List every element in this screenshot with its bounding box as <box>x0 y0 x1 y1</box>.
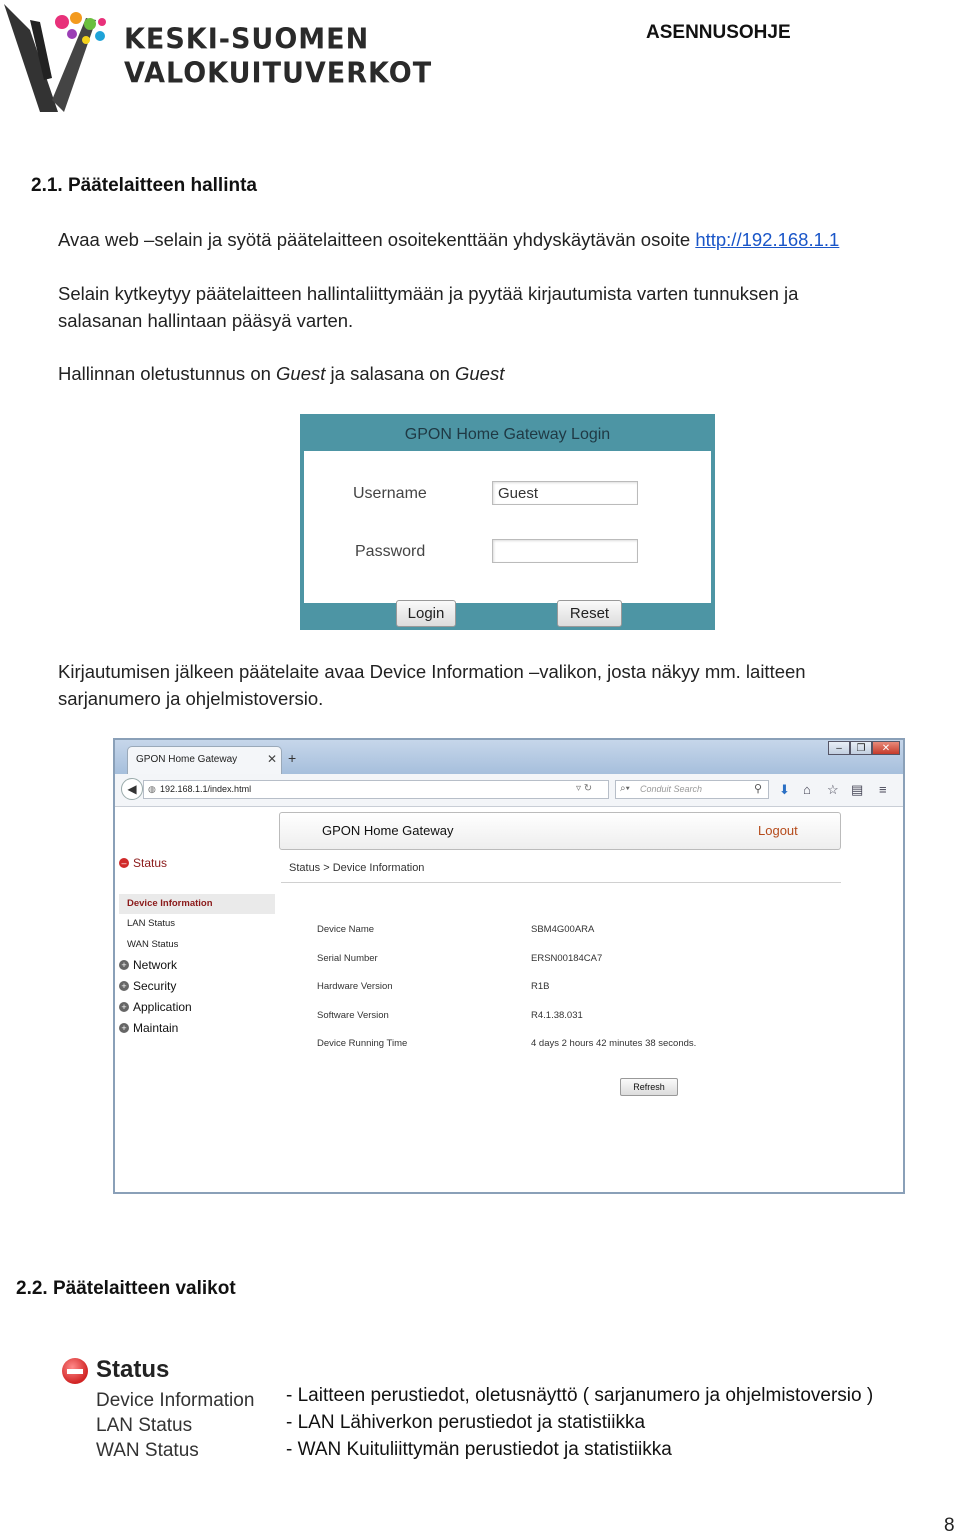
after-login-paragraph <box>58 658 938 712</box>
breadcrumb: Status > Device Information <box>289 862 425 874</box>
reload-icon[interactable]: ▿ ↻ <box>576 783 593 794</box>
router-sidebar <box>117 848 275 1035</box>
credentials-text: Hallinnan oletustunnus on <box>58 363 277 384</box>
menu-item-device-information: Device Information <box>96 1390 255 1411</box>
page-number: 8 <box>944 1515 955 1536</box>
credentials-text: ja salasana on <box>325 363 455 384</box>
info-value: SBM4G00ARA <box>531 924 595 935</box>
search-icon[interactable]: ⚲ <box>754 783 763 795</box>
tab-close-icon[interactable]: ✕ <box>267 752 278 766</box>
default-password: Guest <box>455 363 505 384</box>
search-placeholder: Conduit Search <box>640 784 703 794</box>
login-screenshot <box>300 414 715 630</box>
default-username: Guest <box>276 363 326 384</box>
browser-tab[interactable] <box>127 746 282 774</box>
menu-item-wan-status: WAN Status <box>96 1440 199 1461</box>
url-text: 192.168.1.1/index.html <box>160 784 252 794</box>
back-icon[interactable]: ◀ <box>121 778 143 800</box>
router-header <box>279 812 841 850</box>
menu-device-information[interactable]: Device Information <box>127 898 213 909</box>
menu-security[interactable]: Security <box>133 979 177 993</box>
info-value: R1B <box>531 981 550 992</box>
router-title: GPON Home Gateway <box>322 823 454 838</box>
browser-titlebar <box>115 740 903 774</box>
expand-icon[interactable]: + <box>119 960 129 970</box>
info-value: ERSN00184CA7 <box>531 953 603 964</box>
document-type: ASENNUSOHJE <box>646 22 791 43</box>
status-menu-title: Status <box>96 1356 170 1383</box>
menu-status[interactable]: Status <box>133 856 168 870</box>
download-icon[interactable]: ⬇ <box>779 782 790 797</box>
refresh-button[interactable]: Refresh <box>620 1078 678 1096</box>
username-label: Username <box>353 485 427 502</box>
menu-description: - Laitteen perustiedot, oletusnäyttö ( sarjanumero ja ohjelmistoversio ) <box>286 1385 874 1406</box>
info-label: Serial Number <box>317 953 378 964</box>
menu-application[interactable]: Application <box>133 1000 192 1014</box>
paragraph-line: sarjanumero ja ohjelmistoversio. <box>58 688 324 709</box>
menu-network[interactable]: Network <box>133 958 178 972</box>
menu-item-lan-status: LAN Status <box>96 1415 193 1436</box>
info-label: Device Name <box>317 924 375 935</box>
globe-icon: ◍ <box>148 784 156 794</box>
paragraph-line: Selain kytkeytyy päätelaitteen hallintaliittymään ja pyytää kirjautumista varten tunnuksen ja <box>58 283 799 304</box>
gateway-address-link[interactable]: http://192.168.1.1 <box>695 229 840 250</box>
search-engine-icon[interactable]: ⌕▾ <box>620 783 630 794</box>
close-window-icon[interactable]: ✕ <box>872 741 900 755</box>
address-bar[interactable] <box>143 780 609 799</box>
menu-icon[interactable]: ≡ <box>879 782 887 797</box>
instruction-paragraph <box>58 226 938 253</box>
info-value: 4 days 2 hours 42 minutes 38 seconds. <box>531 1038 697 1049</box>
menu-wan-status[interactable]: WAN Status <box>127 939 179 950</box>
expand-icon[interactable]: + <box>119 981 129 991</box>
browser-screenshot <box>113 738 905 1194</box>
info-label: Hardware Version <box>317 981 393 992</box>
menu-description: - WAN Kuituliittymän perustiedot ja statistiikka <box>286 1439 672 1460</box>
password-label: Password <box>355 543 426 560</box>
login-explanation-paragraph <box>58 280 938 334</box>
username-input[interactable]: Guest <box>492 481 638 505</box>
default-credentials-paragraph <box>58 360 938 387</box>
login-button[interactable]: Login <box>396 600 456 627</box>
collapse-icon-bar <box>67 1369 83 1374</box>
paragraph-line: salasanan hallintaan pääsyä varten. <box>58 310 354 331</box>
login-form <box>304 451 711 603</box>
star-icon[interactable]: ☆ <box>827 782 839 797</box>
expand-icon[interactable]: + <box>119 1023 129 1033</box>
logout-link[interactable]: Logout <box>758 823 798 838</box>
info-label: Software Version <box>317 1010 389 1021</box>
expand-icon[interactable]: + <box>119 1002 129 1012</box>
new-tab-icon[interactable]: + <box>288 750 297 766</box>
reset-button[interactable]: Reset <box>557 600 622 627</box>
maximize-icon[interactable]: ❐ <box>850 741 872 755</box>
paragraph-line: Kirjautumisen jälkeen päätelaite avaa Device Information –valikon, josta näkyy mm. laitteen <box>58 661 806 682</box>
instruction-text: Avaa web –selain ja syötä päätelaitteen osoitekenttään yhdyskäytävän osoite <box>58 229 696 250</box>
info-label: Device Running Time <box>317 1038 408 1049</box>
tab-title: GPON Home Gateway <box>136 754 238 765</box>
bookmarks-icon[interactable]: ▤ <box>851 782 864 797</box>
divider <box>281 882 841 883</box>
minimize-icon[interactable]: – <box>828 741 850 755</box>
info-value: R4.1.38.031 <box>531 1010 583 1021</box>
brand-name-line1: KESKI-SUOMEN <box>124 23 370 56</box>
collapse-icon[interactable]: – <box>119 858 129 868</box>
logo-mark <box>0 0 118 120</box>
menu-description: - LAN Lähiverkon perustiedot ja statistiikka <box>286 1412 646 1433</box>
browser-navbar <box>115 774 903 807</box>
menu-maintain[interactable]: Maintain <box>133 1021 179 1035</box>
login-title: GPON Home Gateway Login <box>404 426 611 443</box>
device-info-table <box>281 914 821 1054</box>
menu-lan-status[interactable]: LAN Status <box>127 918 176 929</box>
password-input[interactable] <box>492 539 638 563</box>
home-icon[interactable]: ⌂ <box>803 782 811 797</box>
search-bar[interactable] <box>615 780 769 799</box>
section-heading: 2.2. Päätelaitteen valikot <box>16 1278 236 1299</box>
brand-name-line2: VALOKUITUVERKOT <box>124 57 433 90</box>
section-heading: 2.1. Päätelaitteen hallinta <box>31 175 257 196</box>
